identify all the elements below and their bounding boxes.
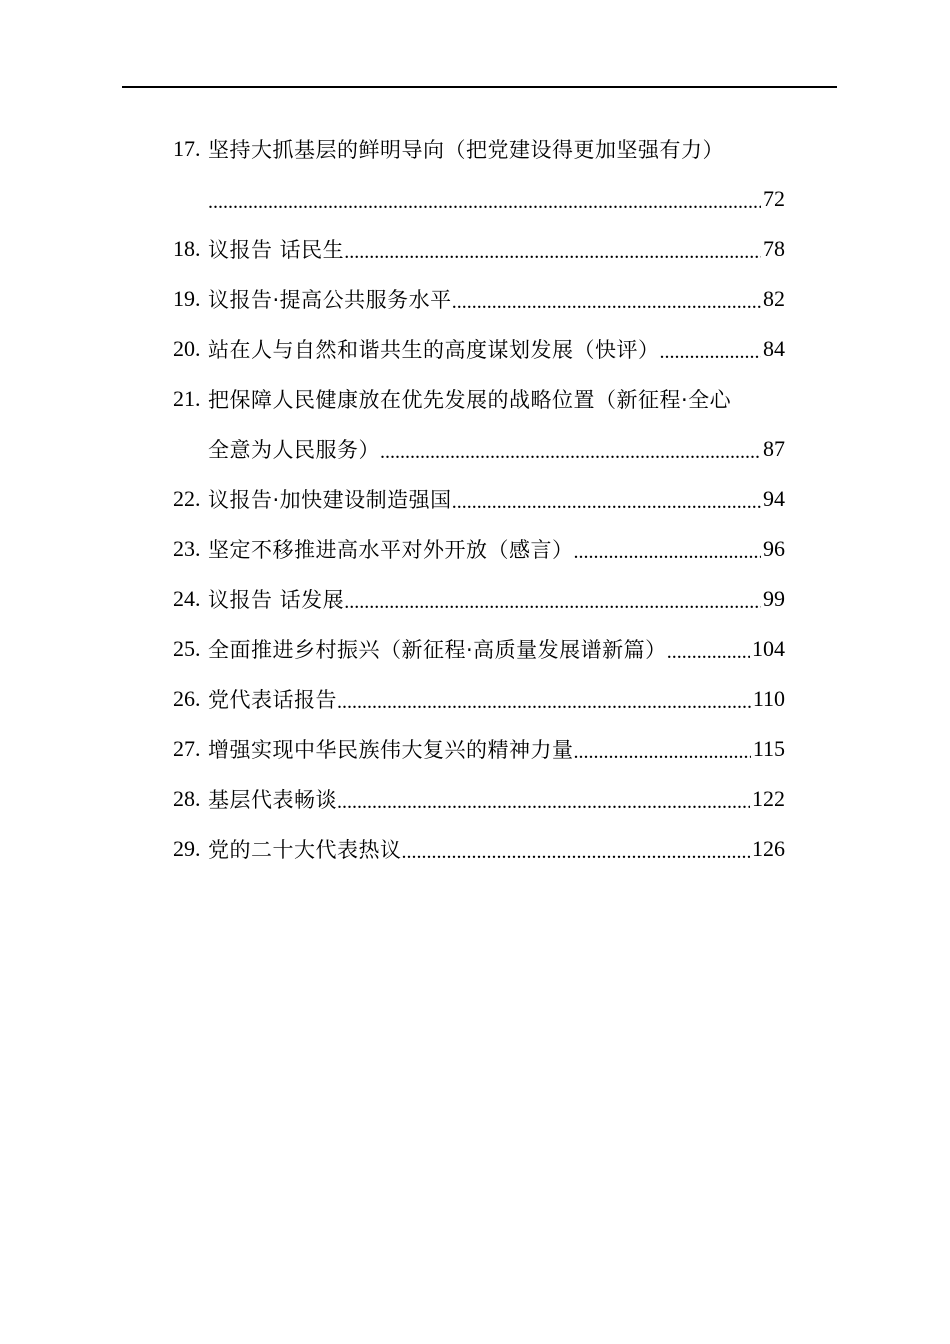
toc-entry-title: 党的二十大代表热议 (208, 838, 402, 862)
toc-entry-27[interactable] (0, 724, 950, 774)
toc-entry-title-row (208, 324, 785, 374)
toc-entry-title: 全面推进乡村振兴（新征程·高质量发展谱新篇） (208, 638, 667, 662)
toc-entry-page: 115 (752, 736, 785, 761)
toc-entry-title-row (208, 674, 785, 724)
toc-entry-title-row (208, 624, 785, 674)
dot-leader (402, 840, 751, 864)
toc-entry-page: 84 (763, 336, 785, 361)
dot-leader (452, 490, 761, 514)
toc-entry-page: 104 (752, 636, 785, 661)
toc-entry-title-row (208, 774, 785, 824)
toc-entry-23[interactable] (0, 524, 950, 574)
header-rule (122, 86, 837, 88)
toc-entry-number: 21. (173, 386, 201, 411)
toc-entry-page: 110 (752, 686, 785, 711)
toc-entry-leader-row (208, 174, 785, 224)
toc-entry-page: 96 (763, 536, 785, 561)
toc-entry-title: 站在人与自然和谐共生的高度谋划发展（快评） (208, 338, 660, 362)
toc-entry-28[interactable] (0, 774, 950, 824)
toc-entry-29[interactable] (0, 824, 950, 874)
toc-entry-title: 基层代表畅谈 (208, 788, 337, 812)
toc-entry-number: 25. (173, 636, 201, 661)
toc-entry-number: 19. (173, 286, 201, 311)
dot-leader (337, 790, 750, 814)
dot-leader (344, 240, 761, 264)
dot-leader (574, 740, 751, 764)
toc-entry-page: 72 (763, 186, 785, 211)
toc-entry-26[interactable] (0, 674, 950, 724)
toc-entry-page: 99 (763, 586, 785, 611)
toc-entry-page: 82 (763, 286, 785, 311)
dot-leader (380, 440, 761, 464)
toc-entry-number: 20. (173, 336, 201, 361)
toc-entry-number: 24. (173, 586, 201, 611)
toc-entry-number: 18. (173, 236, 201, 261)
toc-entry-title: 议报告 话民生 (208, 238, 345, 262)
toc-entry-20[interactable] (0, 324, 950, 374)
toc-entry-page: 78 (763, 236, 785, 261)
toc-entry-18[interactable] (0, 224, 950, 274)
toc-entry-number: 22. (173, 486, 201, 511)
toc-entry-title-row (208, 824, 785, 874)
toc-entry-page: 94 (763, 486, 785, 511)
toc-entry-title-row (208, 724, 785, 774)
dot-leader (344, 590, 761, 614)
toc-entry-number: 27. (173, 736, 201, 761)
toc-entry-17-continued[interactable] (0, 174, 950, 224)
toc-entry-page: 126 (752, 836, 785, 861)
toc-entry-title: 把保障人民健康放在优先发展的战略位置（新征程·全心 (208, 388, 732, 412)
toc-entry-title-row (208, 374, 830, 424)
toc-entry-title-row (208, 274, 785, 324)
toc-entry-number: 23. (173, 536, 201, 561)
toc-entry-title-row (208, 224, 785, 274)
toc-entry-19[interactable] (0, 274, 950, 324)
toc-entry-number: 17. (173, 136, 201, 161)
table-of-contents (0, 124, 950, 874)
dot-leader (452, 290, 761, 314)
toc-entry-title-row (208, 574, 785, 624)
toc-entry-page: 122 (752, 786, 785, 811)
toc-entry-title: 议报告 话发展 (208, 588, 345, 612)
toc-entry-title-row (208, 424, 785, 474)
toc-entry-page: 87 (763, 436, 785, 461)
toc-entry-number: 28. (173, 786, 201, 811)
toc-entry-21[interactable] (0, 374, 950, 424)
toc-entry-title: 坚持大抓基层的鲜明导向（把党建设得更加坚强有力） (208, 138, 724, 162)
dot-leader (337, 690, 751, 714)
toc-entry-title: 党代表话报告 (208, 688, 337, 712)
toc-entry-title-row (208, 474, 785, 524)
toc-entry-22[interactable] (0, 474, 950, 524)
toc-entry-17[interactable] (0, 124, 950, 174)
toc-entry-title-continued: 全意为人民服务） (208, 438, 380, 462)
toc-entry-title: 议报告·加快建设制造强国 (208, 488, 452, 512)
toc-entry-title: 坚定不移推进高水平对外开放（感言） (208, 538, 574, 562)
dot-leader (660, 340, 762, 364)
toc-entry-25[interactable] (0, 624, 950, 674)
toc-entry-title: 增强实现中华民族伟大复兴的精神力量 (208, 738, 574, 762)
dot-leader (667, 640, 750, 664)
toc-entry-number: 26. (173, 686, 201, 711)
dot-leader (574, 540, 762, 564)
dot-leader (208, 190, 761, 214)
toc-entry-21-continued[interactable] (0, 424, 950, 474)
toc-entry-number: 29. (173, 836, 201, 861)
toc-entry-title-row (208, 124, 830, 174)
toc-entry-title: 议报告·提高公共服务水平 (208, 288, 452, 312)
toc-entry-24[interactable] (0, 574, 950, 624)
toc-entry-title-row (208, 524, 785, 574)
